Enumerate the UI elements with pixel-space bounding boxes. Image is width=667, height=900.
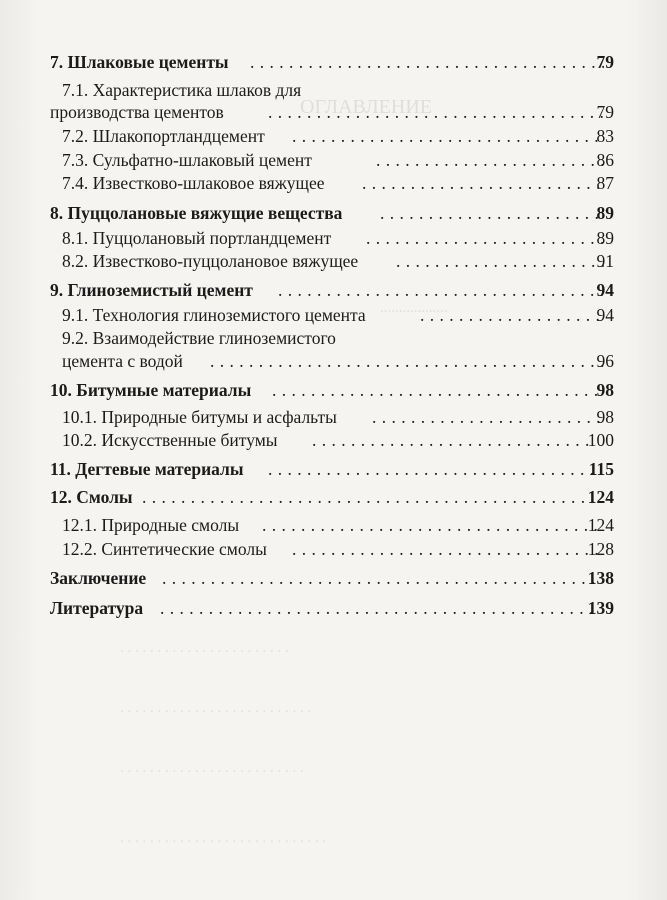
toc-entry-title: 12. Смолы [50, 487, 133, 507]
dot-leader [160, 596, 598, 620]
toc-entry-title: 12.2. Синтетические смолы [62, 539, 267, 559]
toc-entry-title-line1: 7.1. Характеристика шлаков для [62, 80, 302, 100]
toc-entry-page: 89 [596, 203, 614, 223]
toc-entry-title: производства цементов [50, 102, 224, 122]
bleed-through-text: .................. [380, 300, 448, 316]
toc-entry-title: 9. Глиноземистый цемент [50, 280, 253, 300]
toc-entry[interactable] [0, 249, 667, 273]
toc-entry-page: 139 [587, 598, 614, 618]
toc-entry[interactable] [0, 201, 667, 225]
toc-entry[interactable] [0, 278, 667, 302]
toc-entry[interactable] [0, 100, 667, 124]
dot-leader [366, 226, 604, 250]
dot-leader [268, 100, 604, 124]
toc-entry-title-line1: 9.2. Взаимодействие глиноземистого [62, 328, 336, 348]
toc-entry-page: 79 [596, 52, 614, 72]
dot-leader [292, 537, 598, 561]
toc-entry-title: Литература [50, 598, 144, 618]
toc-entry-page: 96 [596, 351, 614, 371]
toc-entry[interactable] [0, 513, 667, 537]
bleed-through-text: ОГЛАВЛЕНИЕ [300, 96, 432, 118]
dot-leader [250, 50, 604, 74]
toc-entry[interactable] [0, 485, 667, 509]
toc-entry-page: 128 [587, 539, 614, 559]
toc-entry[interactable] [0, 171, 667, 195]
toc-entry-title: 12.1. Природные смолы [62, 515, 240, 535]
toc-entry[interactable] [0, 226, 667, 250]
toc-entry[interactable] [0, 405, 667, 429]
toc-entry-title: 7.3. Сульфатно-шлаковый цемент [62, 150, 312, 170]
toc-entry-title: 8.2. Известково-пуццолановое вяжущее [62, 251, 359, 271]
dot-leader [380, 201, 604, 225]
toc-entry-title: 8.1. Пуццолановый портландцемент [62, 228, 332, 248]
toc-entry[interactable] [0, 596, 667, 620]
toc-entry-title: цемента с водой [62, 351, 183, 371]
toc-entry-page: 87 [596, 173, 614, 193]
toc-entry-page: 100 [587, 430, 614, 450]
toc-entry[interactable] [0, 124, 667, 148]
dot-leader [272, 378, 604, 402]
toc-entry-title: 10.1. Природные битумы и асфальты [62, 407, 337, 427]
toc-entry-page: 83 [596, 126, 614, 146]
toc-entry[interactable] [0, 378, 667, 402]
toc-entry-page: 124 [587, 487, 614, 507]
toc-entry-page: 79 [596, 102, 614, 122]
dot-leader [210, 349, 604, 373]
toc-entry-title: 7. Шлаковые цементы [50, 52, 229, 72]
dot-leader [278, 278, 604, 302]
dot-leader [142, 485, 598, 509]
toc-entry-page: 86 [596, 150, 614, 170]
toc-entry-title: 7.2. Шлакопортландцемент [62, 126, 265, 146]
toc-entry-page: 115 [588, 459, 614, 479]
bleed-through-text: . . . . . . . . . . . . . . . . . . . . . . . . . . . . [120, 830, 327, 846]
dot-leader [372, 405, 604, 429]
bleed-through-text: . . . . . . . . . . . . . . . . . . . . . . . [120, 640, 289, 656]
toc-entry[interactable] [0, 50, 667, 74]
toc-entry-page: 91 [596, 251, 614, 271]
toc-entry-title: Заключение [50, 568, 147, 588]
toc-entry-page: 138 [587, 568, 614, 588]
toc-entry-title: 7.4. Известково-шлаковое вяжущее [62, 173, 325, 193]
toc-entry-title: 9.1. Технология глиноземистого цемента [62, 305, 366, 325]
dot-leader [262, 513, 598, 537]
dot-leader [312, 428, 596, 452]
toc-entry-page: 94 [596, 280, 614, 300]
dot-leader [162, 566, 598, 590]
toc-entry[interactable] [0, 349, 667, 373]
dot-leader [292, 124, 604, 148]
toc-entry-page: 98 [596, 407, 614, 427]
toc-entry-page: 89 [596, 228, 614, 248]
toc-entry[interactable] [0, 428, 667, 452]
toc-entry[interactable] [0, 537, 667, 561]
toc-entry-title: 10.2. Искусственные битумы [62, 430, 278, 450]
toc-entry-title: 8. Пуццолановые вяжущие вещества [50, 203, 343, 223]
toc-entry[interactable] [0, 148, 667, 172]
toc-entry-page: 98 [596, 380, 614, 400]
toc-entry[interactable] [0, 457, 667, 481]
toc-entry-page: 124 [587, 515, 614, 535]
dot-leader [268, 457, 598, 481]
toc-entry-title: 10. Битумные материалы [50, 380, 252, 400]
bleed-through-text: . . . . . . . . . . . . . . . . . . . . . . . . . [120, 760, 304, 776]
bleed-through-text: . . . . . . . . . . . . . . . . . . . . . . . . . . [120, 700, 312, 716]
dot-leader [362, 171, 604, 195]
toc-entry[interactable] [0, 303, 667, 327]
dot-leader [396, 249, 604, 273]
dot-leader [420, 303, 604, 327]
toc-entry-page: 94 [596, 305, 614, 325]
toc-entry[interactable] [0, 566, 667, 590]
toc-entry-title: 11. Дегтевые материалы [50, 459, 244, 479]
dot-leader [376, 148, 604, 172]
